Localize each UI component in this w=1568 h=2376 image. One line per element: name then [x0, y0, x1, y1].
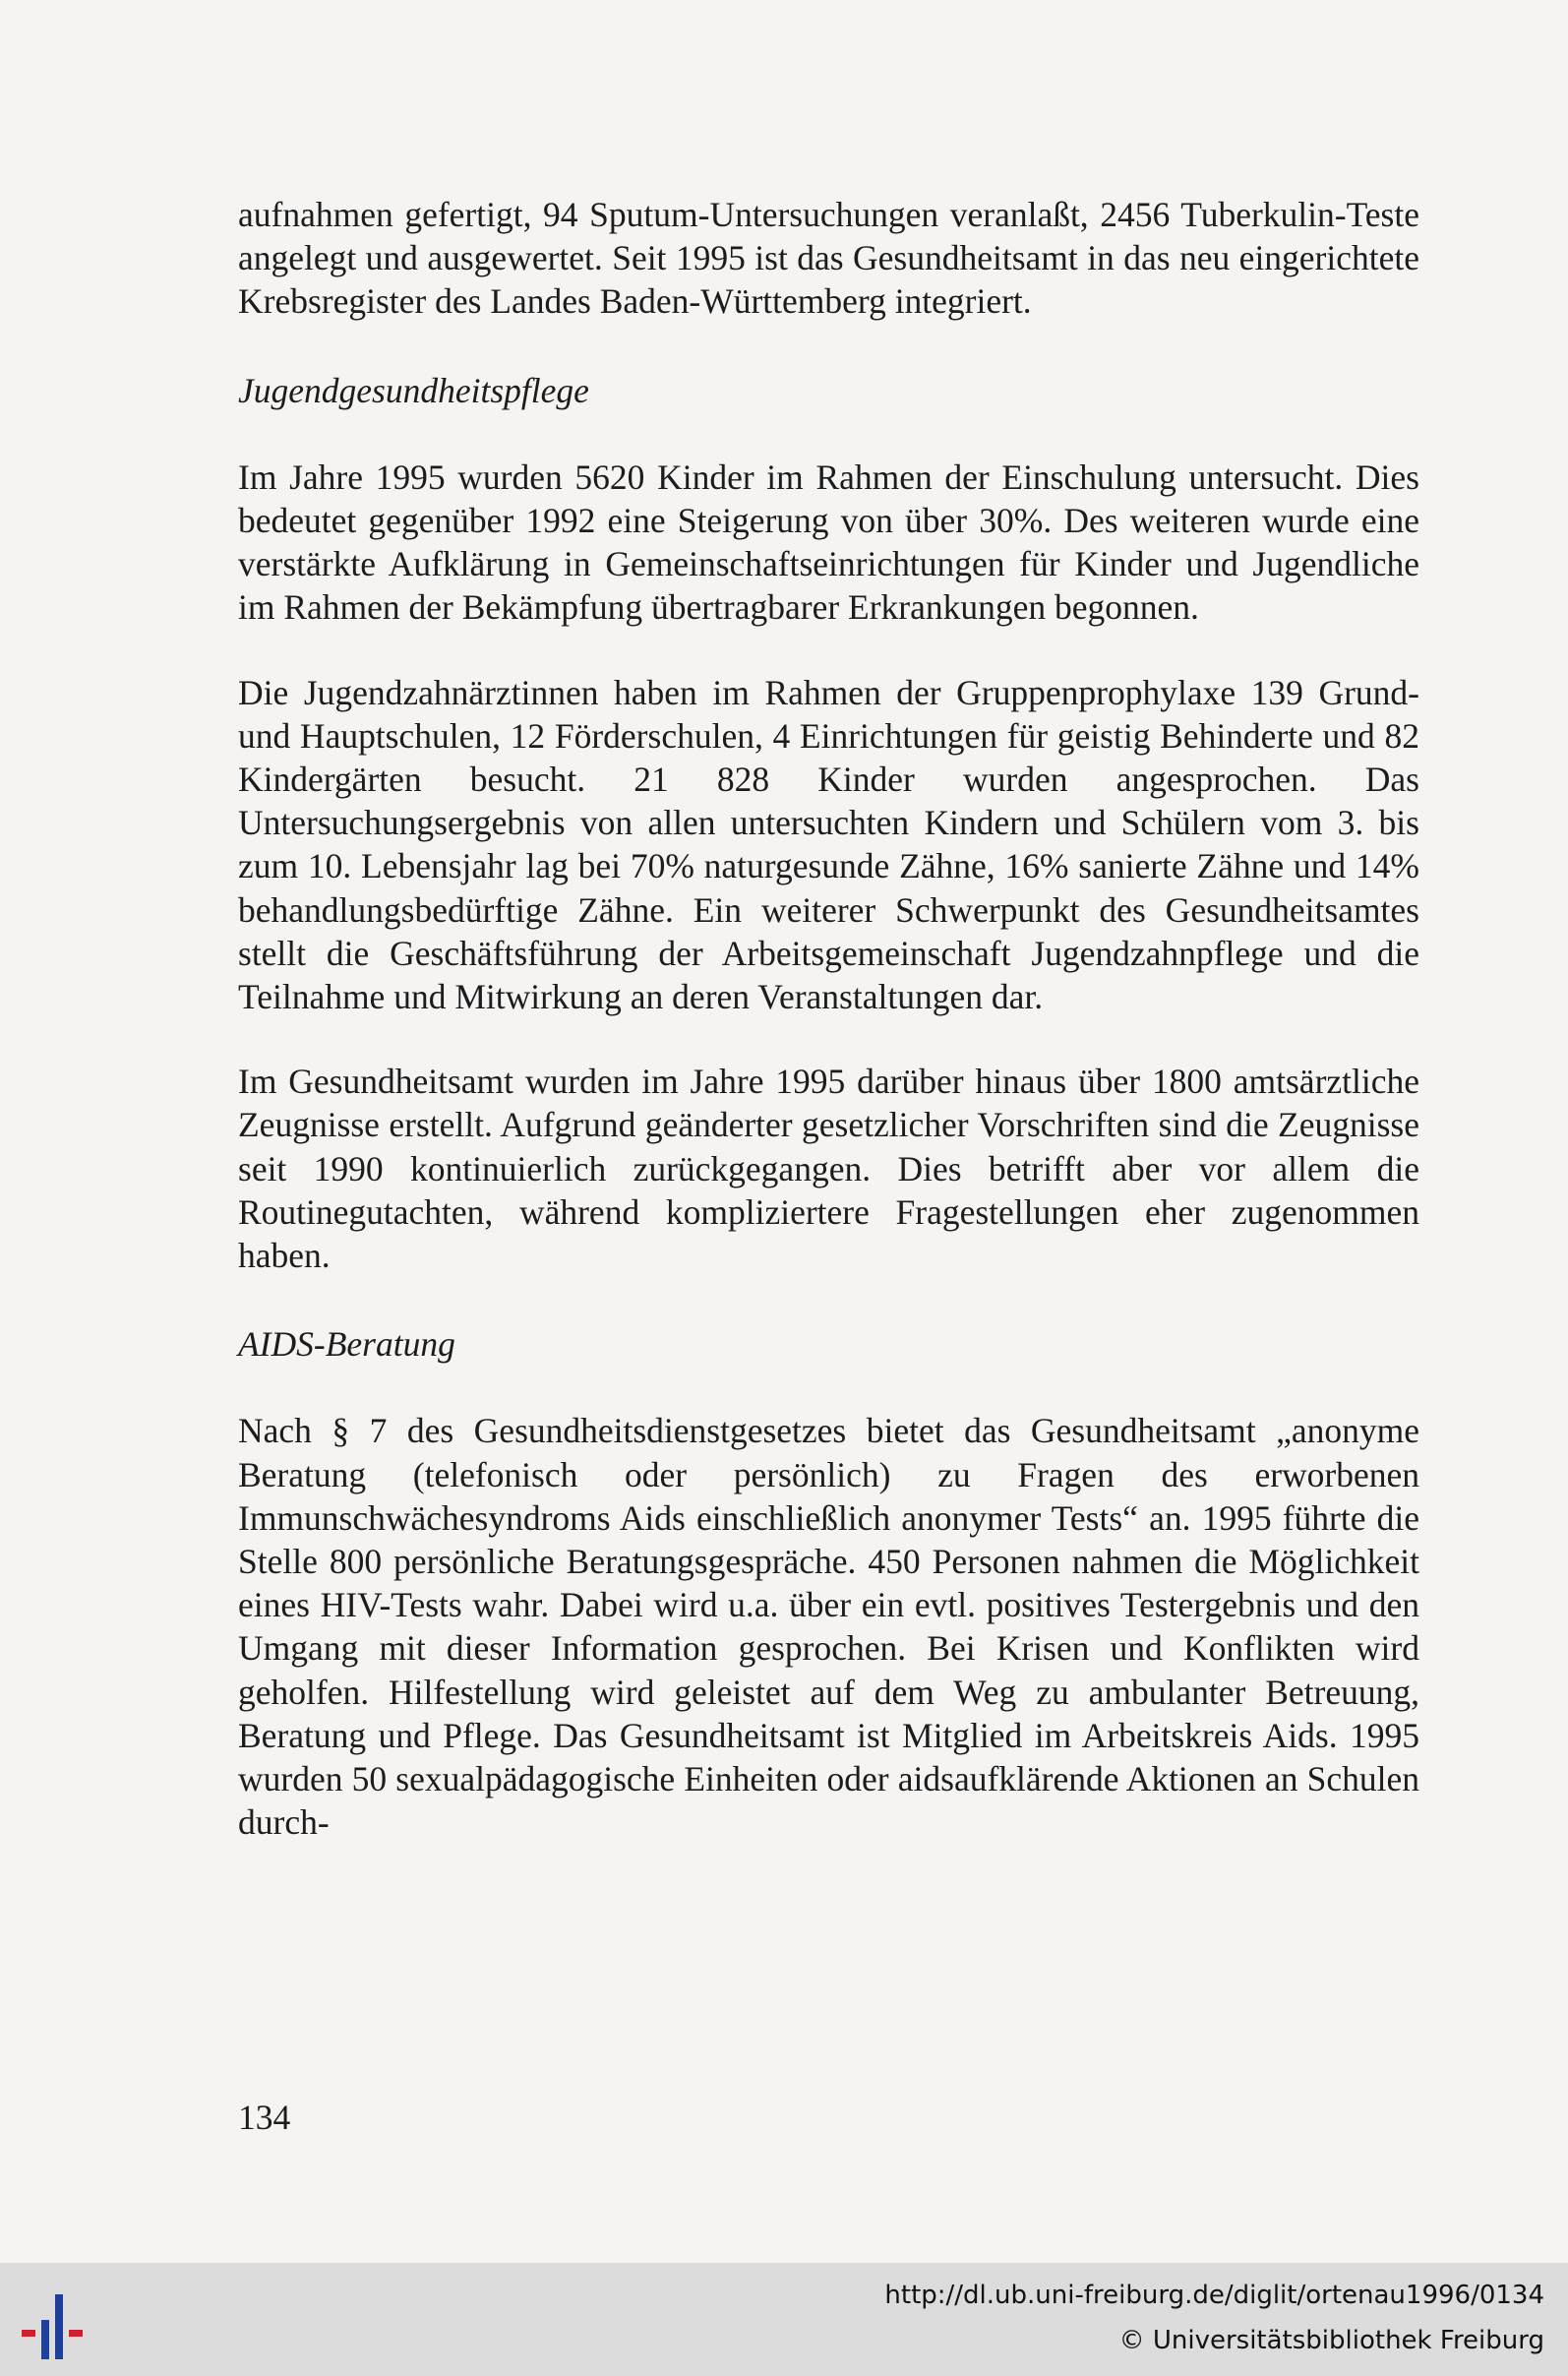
paragraph-einschulung: Im Jahre 1995 wurden 5620 Kinder im Rahmen der Einschulung untersucht. Dies bedeutet gegenüber 1992 eine Steigerung von über 30%. Des weiteren wurde eine verstärkte Aufklärung in Gemeinschaftseinrichtungen für Kinder und Jugendliche im Rahmen der Bekämpfung übertragbarer Erkrankungen begonnen. — [238, 457, 1419, 628]
text-column — [238, 193, 1419, 1845]
footer-copyright: © Universitätsbibliothek Freiburg — [1118, 2326, 1544, 2355]
page-number: 134 — [238, 2098, 291, 2137]
footer-url-link[interactable]: http://dl.ub.uni-freiburg.de/diglit/ortenau1996/0134 — [884, 2281, 1544, 2310]
ub-freiburg-logo-icon — [20, 2283, 98, 2361]
heading-jugendgesundheitspflege: Jugendgesundheitspflege — [238, 370, 589, 410]
paragraph-zeugnisse: Im Gesundheitsamt wurden im Jahre 1995 darüber hinaus über 1800 amtsärztliche Zeugnisse erstellt. Aufgrund geänderter gesetzlicher Vorschriften sind die Zeugnisse seit 1990 kontinuierlich zurückgegangen. Dies betrifft aber vor allem die Routinegutachten, während kompliziertere Fragestellungen eher zugenommen haben. — [238, 1062, 1419, 1276]
paragraph-tuberkulin: aufnahmen gefertigt, 94 Sputum-Untersuchungen veranlaßt, 2456 Tuberkulin-Teste angelegt und ausgewertet. Seit 1995 ist das Gesundheitsamt in das neu eingerichtete Krebsregister des Landes Baden-Württemberg integriert. — [238, 195, 1419, 322]
paragraph-jugendzahnaerztinnen: Die Jugendzahnärztinnen haben im Rahmen der Gruppenprophylaxe 139 Grund- und Hauptschulen, 12 Förderschulen, 4 Einrichtungen für geistig Behinderte und 82 Kindergärten besucht. 21 828 Kinder wurden angesprochen. Das Untersuchungsergebnis von allen untersuchten Kindern und Schülern vom 3. bis zum 10. Lebensjahr lag bei 70% naturgesunde Zähne, 16% sanierte Zähne und 14% behandlungsbedürftige Zähne. Ein weiterer Schwerpunkt des Gesundheitsamtes stellt die Geschäftsführung der Arbeitsgemeinschaft Jugendzahnpflege und die Teilnahme und Mitwirkung an deren Veranstaltungen dar. — [238, 672, 1419, 1017]
paragraph-aids: Nach § 7 des Gesundheitsdienstgesetzes bietet das Gesundheitsamt „anonyme Beratung (telefonisch oder persönlich) zu Fragen des erworbenen Immunschwächesyndroms Aids einschließlich anonymer Tests“ an. 1995 führte die Stelle 800 persönliche Beratungsgespräche. 450 Personen nahmen die Möglichkeit eines HIV-Tests wahr. Dabei wird u.a. über ein evtl. positives Testergebnis und den Umgang mit dieser Information gesprochen. Bei Krisen und Konflikten wird geholfen. Hilfestellung wird geleistet auf dem Weg zu ambulanter Betreuung, Beratung und Pflege. Das Gesundheitsamt ist Mitglied im Arbeitskreis Aids. 1995 wurden 50 sexualpädagogische Einheiten oder aidsaufklärende Aktionen an Schulen durch- — [238, 1411, 1419, 1843]
footer-bar — [0, 2263, 1568, 2376]
heading-aids-beratung: AIDS-Beratung — [238, 1324, 455, 1365]
